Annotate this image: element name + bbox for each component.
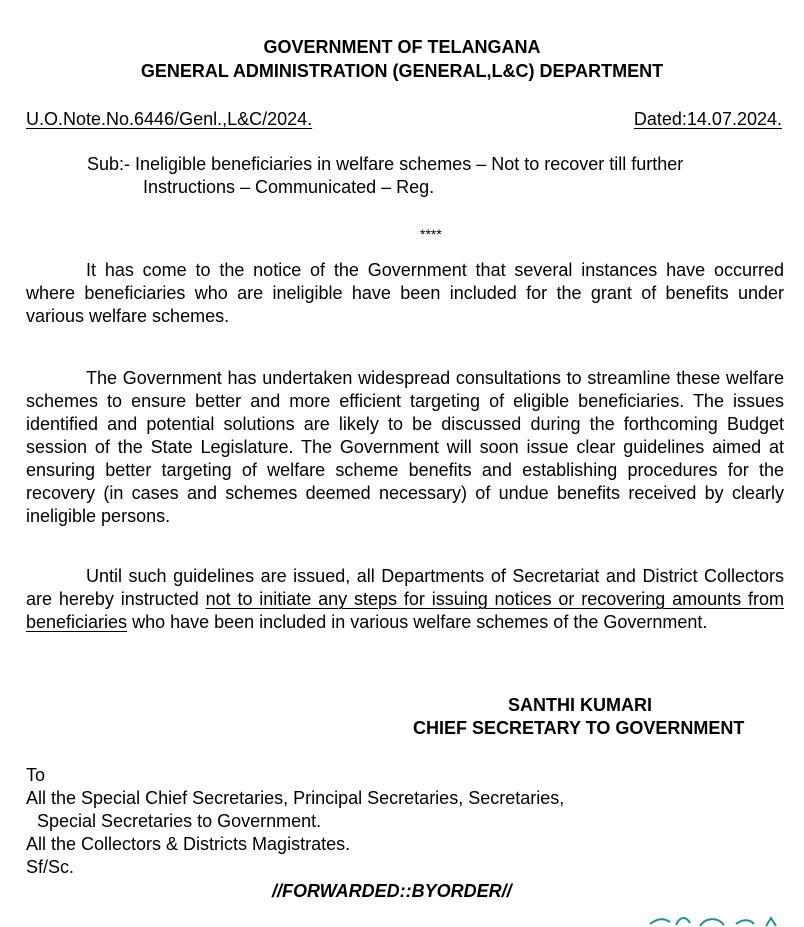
paragraph-1-text: It has come to the notice of the Government that several instances have occurred where beneficiaries who are ineligible have been included for the grant of benefits under various welfare schemes. (26, 260, 784, 326)
paragraph-3-text-start: Until such guidelines are issued, all Departments of Secretariat and District Collectors are hereby instructed (26, 566, 784, 609)
stamp-stroke-5 (766, 918, 776, 926)
separator-asterisks: **** (420, 226, 442, 242)
paragraph-3-text-end: who have been included in various welfare schemes of the Government. (127, 612, 708, 632)
signatory-designation: CHIEF SECRETARY TO GOVERNMENT (413, 718, 745, 738)
body-paragraph-2 (26, 367, 784, 528)
header-government: GOVERNMENT OF TELANGANA (263, 37, 541, 57)
body-paragraph-1 (26, 259, 784, 328)
forwarded-by-order: //FORWARDED::BYORDER// (272, 881, 512, 901)
addressee-line-3: All the Collectors & Districts Magistrates. (26, 834, 351, 854)
subject-line-2: Instructions – Communicated – Reg. (143, 177, 435, 197)
note-number: U.O.Note.No.6446/Genl.,L&C/2024. (26, 109, 313, 129)
signature-stamp (640, 906, 790, 927)
note-date: Dated:14.07.2024. (633, 109, 782, 129)
addressee-line-2: Special Secretaries to Government. (37, 811, 322, 831)
stamp-stroke-3 (700, 919, 724, 926)
stamp-stroke-2 (676, 918, 690, 925)
header-department: GENERAL ADMINISTRATION (GENERAL,L&C) DEPARTMENT (140, 61, 664, 81)
body-paragraph-3 (26, 565, 784, 634)
addressee-line-4: Sf/Sc. (26, 857, 75, 877)
signatory-name: SANTHI KUMARI (508, 695, 652, 715)
stamp-stroke-1 (650, 919, 670, 924)
subject-line-1: Sub:- Ineligible beneficiaries in welfare schemes – Not to recover till further (87, 154, 684, 174)
paragraph-3-underlined-instruction: not to initiate any steps for issuing notices or recovering amounts from beneficiaries (26, 589, 785, 632)
paragraph-2-text: The Government has undertaken widespread consultations to streamline these welfare schemes to ensure better and more efficient targeting of eligible beneficiaries. The issues identified and potential solutions are likely to be discussed during the forthcoming Budget session of the State Legislature. The Government will soon issue clear guidelines aimed at ensuring better targeting of welfare scheme benefits and establishing procedures for the recovery (in cases and schemes deemed necessary) of undue benefits received by clearly ineligible persons. (26, 368, 784, 526)
signature-stamp-graphic (640, 906, 790, 927)
stamp-stroke-4 (736, 920, 754, 924)
addressee-to: To (26, 765, 46, 785)
addressee-line-1: All the Special Chief Secretaries, Principal Secretaries, Secretaries, (26, 788, 565, 808)
